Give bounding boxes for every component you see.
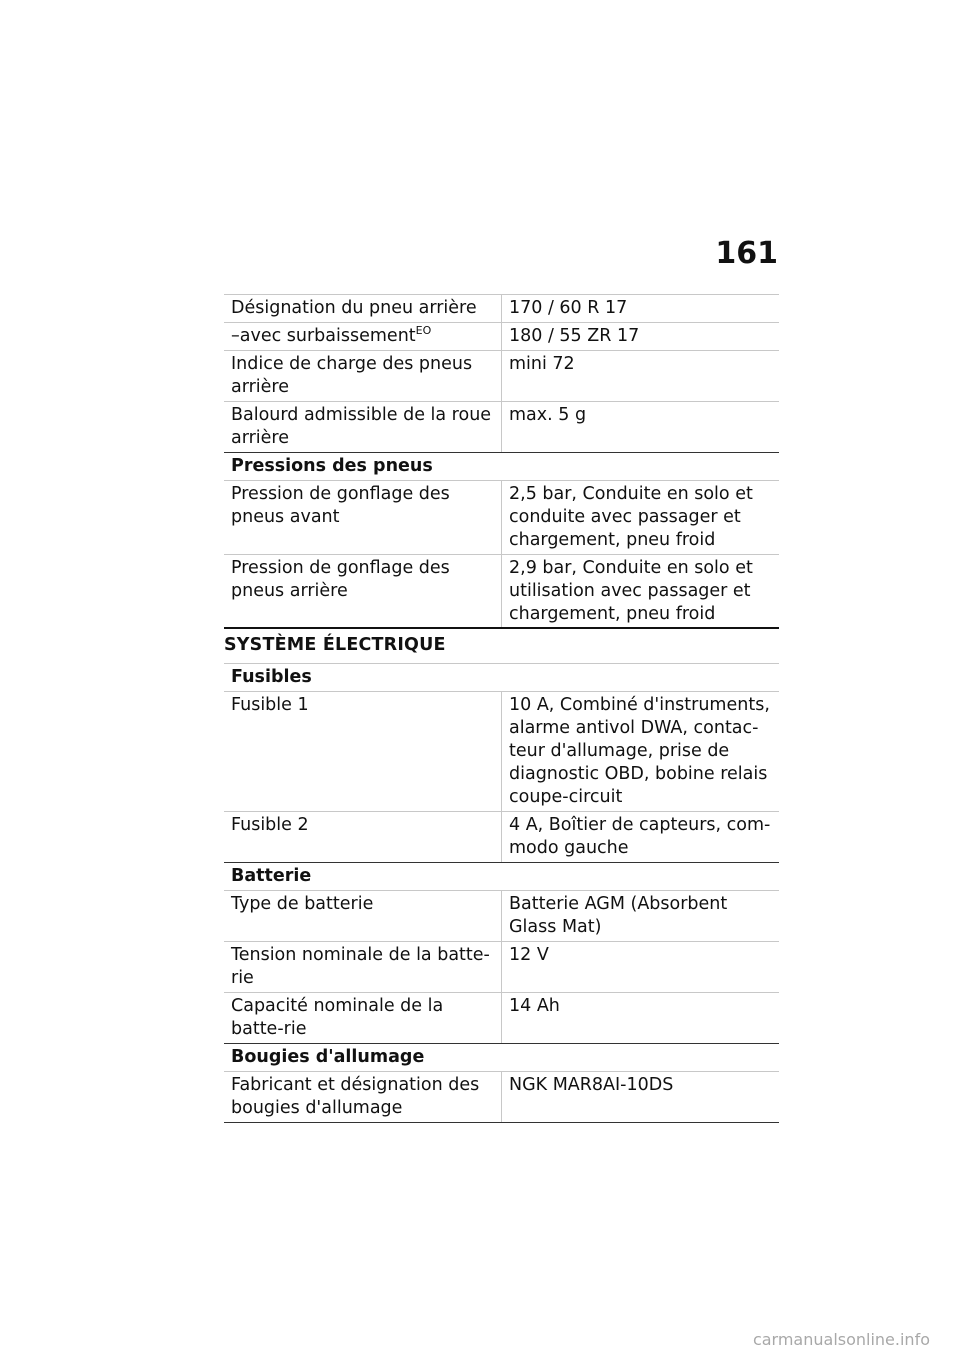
row-label: Indice de charge des pneus arrière	[231, 354, 473, 397]
row-value: NGK MAR8AI-10DS	[501, 1072, 779, 1122]
section-title: Bougies d'allumage	[231, 1047, 425, 1067]
superscript-note: EO	[415, 324, 432, 338]
row-label: Fusible 1	[231, 695, 309, 715]
table-row	[224, 992, 779, 1043]
section-header-batterie	[224, 862, 779, 890]
table-row	[224, 554, 779, 629]
watermark-link[interactable]: carmanualsonline.info	[752, 1330, 930, 1349]
section-header-pressions	[224, 452, 779, 480]
row-value: 170 / 60 R 17	[501, 295, 779, 322]
table-row	[224, 941, 779, 992]
row-value: 2,5 bar, Conduite en solo et conduite avec passager et chargement, pneu froid	[501, 481, 779, 554]
row-label	[224, 323, 501, 350]
row-label: Fusible 2	[231, 815, 309, 835]
row-label: Tension nominale de la batte-rie	[231, 945, 490, 988]
section-header-fusibles	[224, 663, 779, 691]
row-value: 12 V	[501, 942, 779, 992]
row-label: Balourd admissible de la roue arrière	[231, 405, 492, 448]
row-label: Pression de gonflage des pneus avant	[231, 484, 450, 527]
chapter-title: SYSTÈME ÉLECTRIQUE	[224, 627, 779, 655]
table-row	[224, 401, 779, 452]
row-value: mini 72	[501, 351, 779, 401]
table-row	[224, 322, 779, 350]
row-value: Batterie AGM (Absorbent Glass Mat)	[501, 891, 779, 941]
table-row	[224, 480, 779, 554]
section-header-bougies	[224, 1043, 779, 1071]
table-row	[224, 811, 779, 862]
row-label: Fabricant et désignation des bougies d'allumage	[231, 1075, 480, 1118]
section-title: Batterie	[231, 866, 312, 886]
row-label-text: –avec surbaissement	[231, 326, 416, 346]
table-row	[224, 890, 779, 941]
page-number: 161	[715, 236, 778, 271]
electrical-specs-table	[224, 663, 779, 1123]
row-value: 2,9 bar, Conduite en solo et utilisation avec passager et chargement, pneu froid	[501, 555, 779, 628]
tire-specs-table	[224, 294, 779, 629]
section-title: Pressions des pneus	[231, 456, 433, 476]
row-value: 4 A, Boîtier de capteurs, com-modo gauche	[501, 812, 779, 862]
row-label: Capacité nominale de la batte-rie	[231, 996, 444, 1039]
table-row	[224, 350, 779, 401]
row-label: Pression de gonflage des pneus arrière	[231, 558, 450, 601]
row-value: max. 5 g	[501, 402, 779, 452]
table-row	[224, 691, 779, 811]
row-value: 10 A, Combiné d'instruments, alarme antivol DWA, contac-teur d'allumage, prise de diagnostic OBD, bobine relais coupe-circuit	[501, 692, 779, 811]
row-label: Désignation du pneu arrière	[231, 298, 477, 318]
table-row	[224, 1071, 779, 1123]
row-label: Type de batterie	[231, 894, 374, 914]
row-value: 14 Ah	[501, 993, 779, 1043]
table-row	[224, 294, 779, 322]
row-value: 180 / 55 ZR 17	[501, 323, 779, 350]
section-title: Fusibles	[231, 667, 312, 687]
